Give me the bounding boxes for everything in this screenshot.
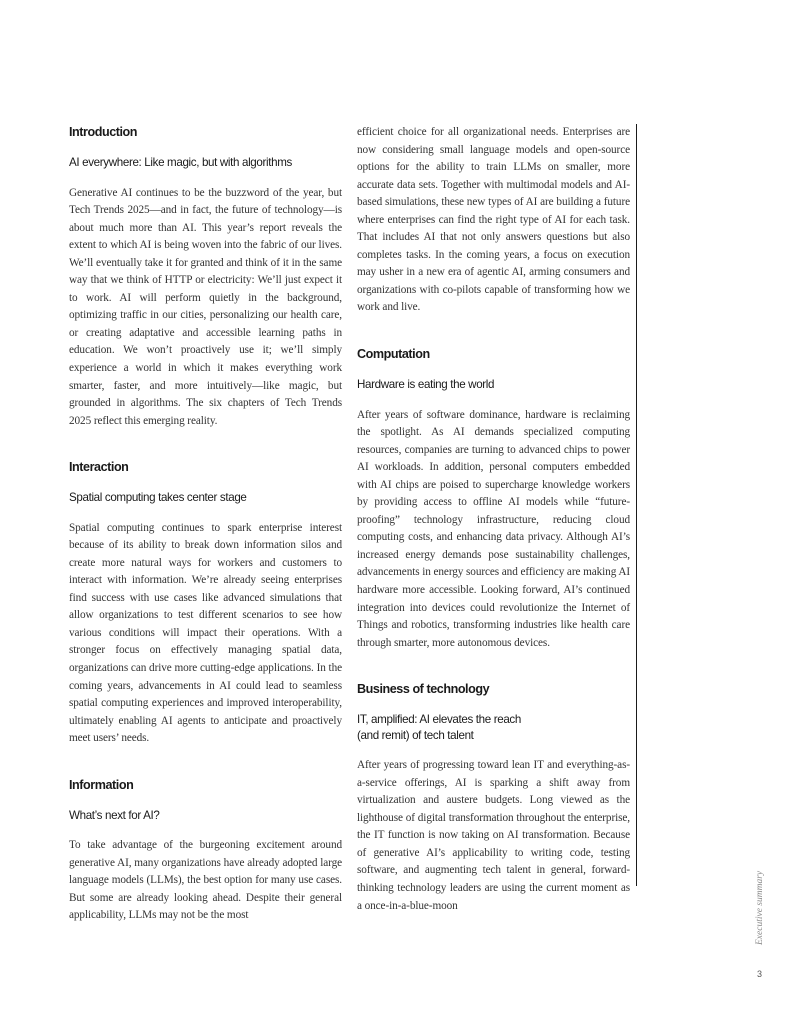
information-subheading: What’s next for AI? bbox=[69, 808, 160, 822]
subheading-line-2: (and remit) of tech talent bbox=[357, 728, 474, 742]
subheading-line-1: IT, amplified: AI elevates the reach bbox=[357, 713, 521, 727]
business-of-technology-body: After years of progressing toward lean IT and everything-as-a-service offerings, AI is sparking a shift away from virtualization and austere budgets. Long viewed as the lighthouse of digital transformation throughout the enterprise, the IT function is now taking on AI transformation. Because of generative AI’s applicability to writing code, testing software, and augmenting tech talent in general, forward-thinking technology leaders are using the current moment as a once-in-a-blue-moon bbox=[357, 759, 630, 912]
interaction-subheading: Spatial computing takes center stage bbox=[69, 491, 247, 505]
computation-heading: Computation bbox=[357, 347, 430, 362]
column-divider-rule bbox=[636, 124, 637, 886]
introduction-heading: Introduction bbox=[69, 125, 138, 139]
business-of-technology-heading: Business of technology bbox=[357, 682, 490, 697]
computation-body: After years of software dominance, hardware is reclaiming the spotlight. As AI demands specialized computing resources, companies are turning to advanced chips to power AI workloads. In addition, personal computers embedded with AI chips are poised to supercharge knowledge workers by providing access to offline AI models while “future-proofing” technology infrastructure, reducing cloud computing costs, and enhancing data privacy. Although AI’s increased energy demands pose sustainability challenges, advancements in energy sources and efficiency are making AI hardware more accessible. Looking forward, AI’s continued integration into devices could revolutionize the Internet of Things and robotics, transforming industries like health care through smarter, more autonomous devices. bbox=[357, 408, 630, 649]
business-of-technology-subheading bbox=[357, 712, 630, 743]
introduction-body: Generative AI continues to be the buzzword of the year, but Tech Trends 2025—and in fact, the future of technology—is about much more than AI. This year’s report reveals the extent to which AI is being woven into the fabric of our lives. We’ll eventually take it for granted and think of it in the same way that we think of HTTP or electricity: We’ll just expect it to work. AI will perform quietly in the background, optimizing traffic in our cities, personalizing our health care, or creating adaptative and accessible learning paths in education. We won’t proactively use it; we’ll simply experience a world in which it makes everything work smarter, faster, and more intuitively—like magic, but grounded in algorithms. The six chapters of Tech Trends 2025 reflect this emerging reality. bbox=[69, 186, 342, 427]
left-column bbox=[69, 124, 342, 925]
information-body-continued: efficient choice for all organizational needs. Enterprises are now considering small language models and open-source options for the ability to train LLMs on smaller, more accurate data sets. Together with multimodal models and AI-based simulations, these new types of AI are building a future where enterprises can find the right type of AI for each task. That includes AI that not only answers questions but also completes tasks. In the coming years, a focus on execution may usher in a new era of agentic AI, arming consumers and organizations with co-pilots capable of transforming how we work and live. bbox=[357, 126, 630, 314]
information-body: To take advantage of the burgeoning excitement around generative AI, many organizations have already adopted large language models (LLMs), the best option for many use cases. But some are already looking ahead. Despite their general applicability, LLMs may not be the most bbox=[69, 839, 342, 922]
introduction-subheading: AI everywhere: Like magic, but with algorithms bbox=[69, 156, 292, 169]
information-heading: Information bbox=[69, 777, 134, 792]
interaction-heading: Interaction bbox=[69, 460, 129, 475]
page-number: 3 bbox=[757, 969, 763, 979]
right-column bbox=[357, 124, 630, 915]
section-side-label: Executive summary bbox=[755, 870, 765, 945]
computation-subheading: Hardware is eating the world bbox=[357, 378, 495, 392]
interaction-body: Spatial computing continues to spark enterprise interest because of its ability to break down information silos and create more natural ways for workers and customers to interact with information. We’re already seeing enterprises find success with use cases like advanced simulations that allow organizations to test different scenarios to see how various conditions will impact their operations. With a stronger focus on effectively managing spatial data, organizations can drive more cutting-edge applications. In the coming years, advancements in AI could lead to seamless spatial computing experiences and improved interoperability, ultimately enabling AI agents to anticipate and proactively meet users’ needs. bbox=[69, 521, 342, 745]
